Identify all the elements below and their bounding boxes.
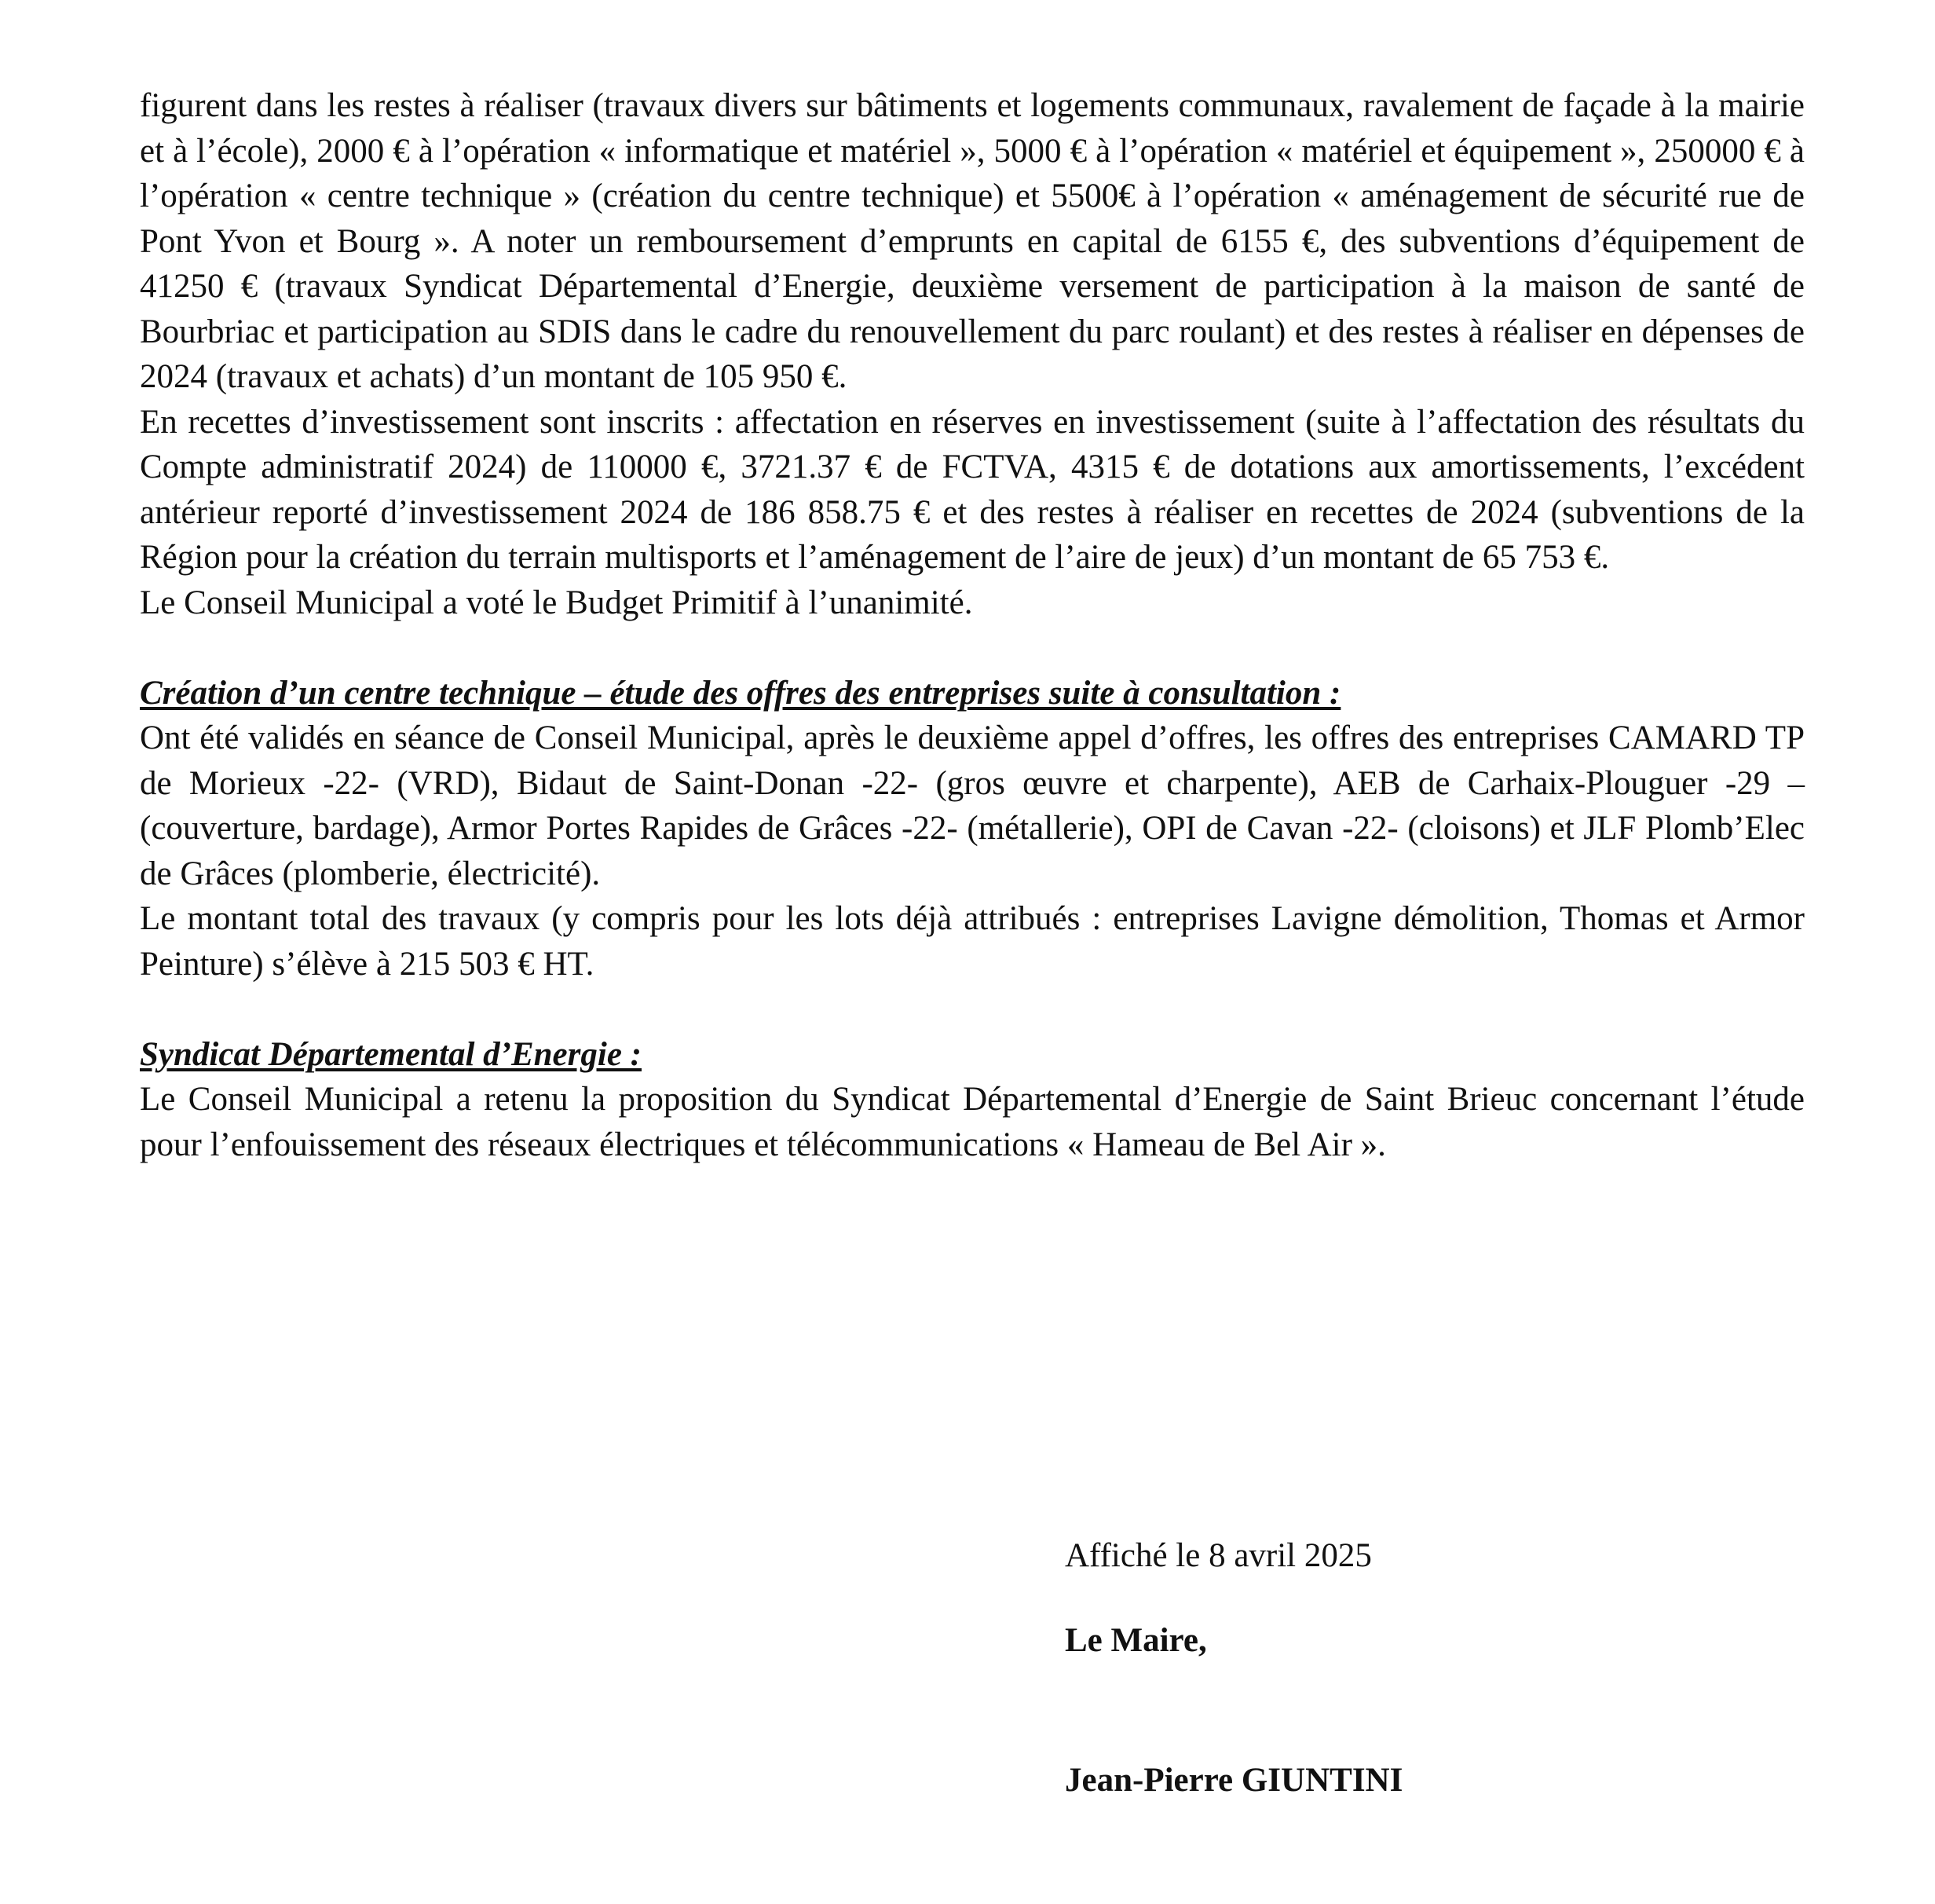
centre-technique-paragraph-offers: Ont été validés en séance de Conseil Municipal, après le deuxième appel d’offres, les offres des entreprises CAMARD TP de Morieux -22- (VRD), Bidaut de Saint-Donan -22- (gros œuvre et charpente), AEB de Carhaix-Plouguer -29 – (couverture, bardage), Armor Portes Rapides de Grâces -22- (métallerie), OPI de Cavan -22- (cloisons) et JLF Plomb’Elec de Grâces (plomberie, électricité). (140, 719, 1805, 892)
budget-paragraph-investment-revenues: En recettes d’investissement sont inscrits : affectation en réserves en investissement (suite à l’affectation des résultats du Compte administratif 2024) de 110000 €, 3721.37 € de FCTVA, 4315 € de dotations aux amortissements, l’excédent antérieur reporté d’investissement 2024 de 186 858.75 € et des restes à réaliser en recettes de 2024 (subventions de la Région pour la création du terrain multisports et l’aménagement de l’aire de jeux) d’un montant de 65 753 €. (140, 403, 1805, 576)
paragraph-gap (140, 625, 1805, 671)
posted-date: Affiché le 8 avril 2025 (1065, 1537, 1372, 1574)
sde-paragraph: Le Conseil Municipal a retenu la proposition du Syndicat Départemental d’Energie de Saint Brieuc concernant l’étude pour l’enfouissement des réseaux électriques et télécommunications « Hameau de Bel Air ». (140, 1081, 1805, 1163)
budget-paragraph-vote: Le Conseil Municipal a voté le Budget Primitif à l’unanimité. (140, 584, 973, 621)
document-body (140, 83, 1805, 1167)
section-title-sde: Syndicat Départemental d’Energie : (140, 1035, 642, 1073)
signatory-role: Le Maire, (1065, 1622, 1207, 1659)
paragraph-gap (140, 987, 1805, 1032)
signatory-name: Jean-Pierre GIUNTINI (1065, 1762, 1403, 1799)
centre-technique-paragraph-total: Le montant total des travaux (y compris pour les lots déjà attribués : entreprises Lavigne démolition, Thomas et Armor Peinture) s’élève à 215 503 € HT. (140, 900, 1805, 983)
budget-paragraph-investment-expenses: figurent dans les restes à réaliser (travaux divers sur bâtiments et logements communaux, ravalement de façade à la mairie et à l’école), 2000 € à l’opération « informatique et matériel », 5000 € à l’opération « matériel et équipement », 250000 € à l’opération « centre technique » (création du centre technique) et 5500€ à l’opération « aménagement de sécurité rue de Pont Yvon et Bourg ». A noter un remboursement d’emprunts en capital de 6155 €, des subventions d’équipement de 41250 € (travaux Syndicat Départemental d’Energie, deuxième versement de participation à la maison de santé de Bourbriac et participation au SDIS dans le cadre du renouvellement du parc roulant) et des restes à réaliser en dépenses de 2024 (travaux et achats) d’un montant de 105 950 €. (140, 87, 1805, 395)
section-title-centre-technique: Création d’un centre technique – étude des offres des entreprises suite à consultation : (140, 674, 1341, 712)
